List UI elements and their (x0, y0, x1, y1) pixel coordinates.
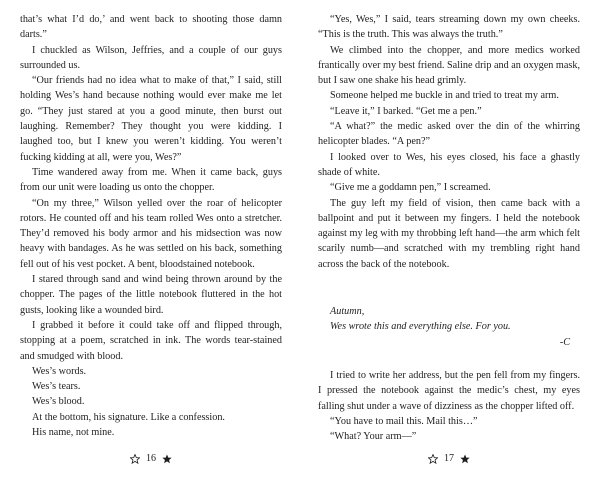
paragraph: I chuckled as Wilson, Jeffries, and a couple of our guys surrounded us. (20, 44, 282, 71)
note-salutation: Autumn, (330, 306, 365, 318)
page-number: 17 (444, 453, 454, 464)
left-page-text (20, 12, 282, 440)
note-signature: -C (559, 336, 570, 348)
paragraph: At the bottom, his signature. Like a confession. (32, 411, 225, 423)
paragraph: “Give me a goddamn pen,” I screamed. (330, 182, 491, 194)
right-page (318, 12, 580, 468)
star-filled-icon (162, 454, 172, 464)
star-outline-icon (428, 454, 438, 464)
section-gap (318, 350, 580, 368)
paragraph: that’s what I’d do,’ and went back to shooting those damn darts.” (20, 14, 282, 41)
paragraph: “Leave it,” I barked. “Get me a pen.” (330, 105, 482, 117)
paragraph: We climbed into the chopper, and more medics worked frantically over my best friend. Saline drip and an oxygen mask, but I saw one shake his head grimly. (318, 44, 580, 87)
handwritten-note (330, 304, 580, 350)
note-body: Wes wrote this and everything else. For you. (330, 321, 511, 333)
star-outline-icon (130, 454, 140, 464)
paragraph: I grabbed it before it could take off and flipped through, stopping at a poem, scratched in ink. The words tear-stained and smudged with blood. (20, 319, 282, 362)
page-folio-right (318, 452, 580, 466)
paragraph: “Our friends had no idea what to make of that,” I said, still holding Wes’s hand because nothing would ever make me let go. “They just stared at you a good minute, then burst out laughing. Remember? They thought you were kidding. I laughed too, but I knew you weren’t kidding. You weren’t fucking kidding at all, were you, Wes?” (20, 75, 282, 163)
paragraph: His name, not mine. (32, 427, 115, 439)
paragraph: Wes’s words. (32, 365, 87, 377)
left-page (20, 12, 282, 468)
page-folio-left (20, 452, 282, 466)
paragraph: Someone helped me buckle in and tried to treat my arm. (330, 90, 559, 102)
paragraph: “On my three,” Wilson yelled over the roar of helicopter rotors. He counted off and his team rolled Wes onto a stretcher. They’d removed his body armor and his midsection was now heavy with bandages. As he was settled on his back, something fell out of his vest pocket. A bent, bloodstained notebook. (20, 197, 282, 270)
paragraph: “What? Your arm—” (330, 431, 417, 443)
right-page-text-continued (318, 368, 580, 444)
paragraph: Wes’s blood. (32, 396, 85, 408)
paragraph: “You have to mail this. Mail this…” (330, 415, 478, 427)
page-number: 16 (146, 453, 156, 464)
paragraph: Wes’s tears. (32, 381, 81, 393)
right-page-text (318, 12, 580, 272)
paragraph: I looked over to Wes, his eyes closed, his face a ghastly shade of white. (318, 151, 580, 178)
paragraph: Time wandered away from me. When it came back, guys from our unit were loading us onto the chopper. (20, 166, 282, 194)
star-filled-icon (460, 454, 470, 464)
paragraph: I tried to write her address, but the pen fell from my fingers. I pressed the notebook against the medic’s chest, my eyes falling shut under a wave of dizziness as the chopper lifted off. (318, 369, 580, 412)
paragraph: The guy left my field of vision, then came back with a ballpoint and put it between my fingers. I held the notebook against my leg with my throbbing left hand—the arm which felt scarily numb—and scratched with my trembling right hand across the back of the notebook. (318, 197, 580, 270)
paragraph: I stared through sand and wind being thrown around by the chopper. The pages of the little notebook fluttered in the hot gusts, looking like a wounded bird. (20, 274, 282, 316)
paragraph: “A what?” the medic asked over the din of the whirring helicopter blades. “A pen?” (318, 121, 580, 148)
paragraph: “Yes, Wes,” I said, tears streaming down my own cheeks. “This is the truth. This was always the truth.” (318, 14, 580, 41)
